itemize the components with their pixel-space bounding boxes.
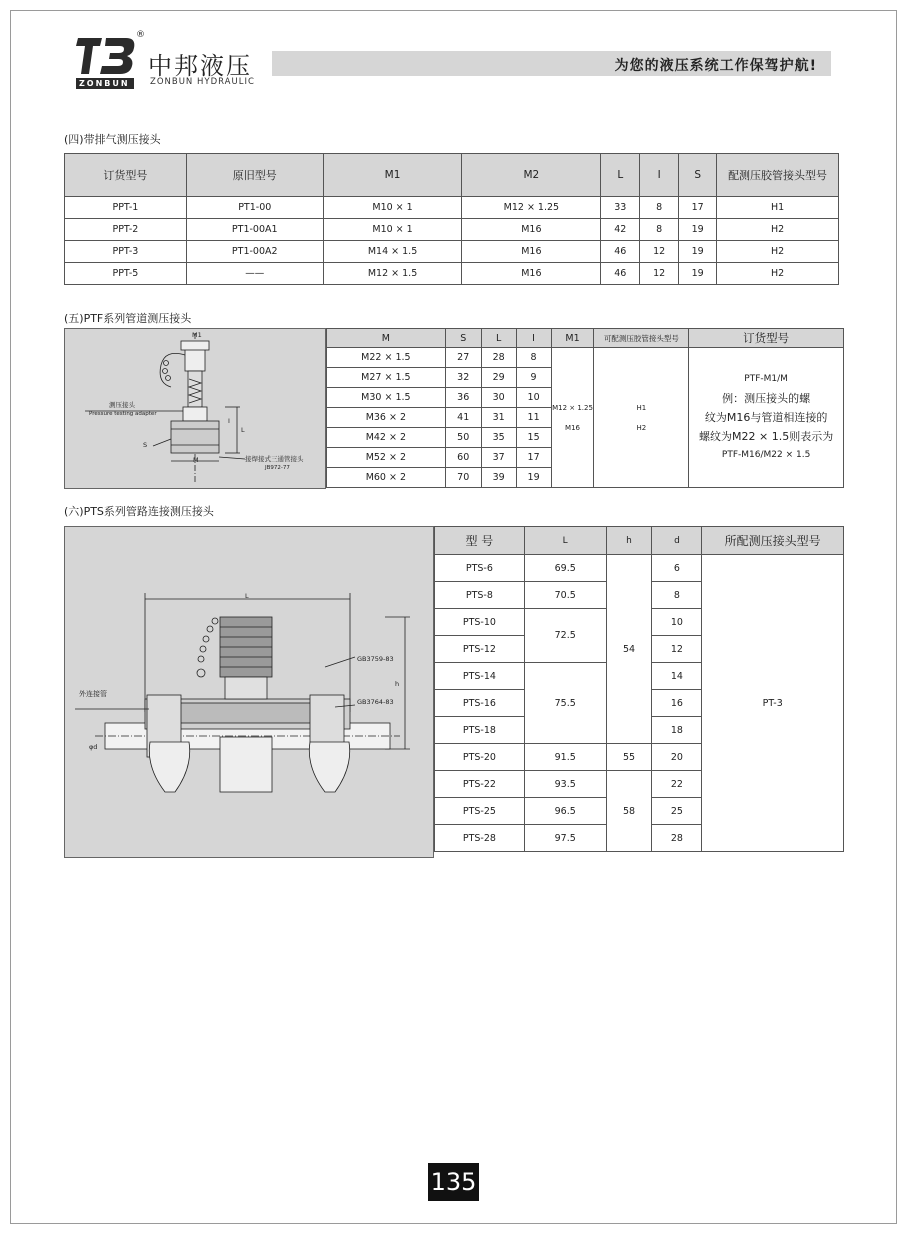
cell: M10 × 1	[323, 197, 462, 219]
cell: 42	[601, 219, 640, 241]
order-note-line: 纹为M16与管道相连接的	[704, 411, 828, 424]
cell: PTS-8	[435, 582, 525, 609]
table-row	[65, 219, 839, 241]
cell: H2	[717, 263, 839, 285]
ptf-label-i: I	[228, 417, 230, 425]
cell: 70.5	[524, 582, 606, 609]
ptf-label-m1: M1	[192, 331, 202, 339]
header-cell: 原旧型号	[186, 154, 323, 197]
cell: M30 × 1.5	[327, 388, 446, 408]
ptf-label-adapter-en: Pressure testing adapter	[89, 411, 157, 417]
table-row	[327, 348, 844, 368]
cell: 11	[516, 408, 551, 428]
cell: 9	[516, 368, 551, 388]
cell: 91.5	[524, 744, 606, 771]
cell: 12	[640, 263, 679, 285]
cell: M27 × 1.5	[327, 368, 446, 388]
cell: H2	[717, 219, 839, 241]
cell: 22	[652, 771, 702, 798]
hose-cell	[594, 348, 689, 488]
cell: PT1-00	[186, 197, 323, 219]
cell: 72.5	[524, 609, 606, 663]
cell: 75.5	[524, 663, 606, 744]
cell: 6	[652, 555, 702, 582]
cell: PPT-3	[65, 241, 187, 263]
cell: M10 × 1	[323, 219, 462, 241]
cell: PTS-28	[435, 825, 525, 852]
header-cell: 配测压胶管接头型号	[717, 154, 839, 197]
cell: PTS-18	[435, 717, 525, 744]
pts-label-l: L	[245, 592, 249, 600]
cell: 46	[601, 241, 640, 263]
header-cell: I	[516, 329, 551, 348]
section6-table	[434, 526, 844, 852]
header-cell: L	[601, 154, 640, 197]
cell: 69.5	[524, 555, 606, 582]
cell: 8	[640, 197, 679, 219]
cell: PTS-10	[435, 609, 525, 636]
cell: 19	[679, 241, 717, 263]
cell: 15	[516, 428, 551, 448]
order-note-line: PTF-M16/M22 × 1.5	[721, 450, 811, 460]
zonbun-logo	[76, 34, 138, 94]
header-cell: I	[640, 154, 679, 197]
cell: H2	[717, 241, 839, 263]
cell: 14	[652, 663, 702, 690]
header-cell: 订货型号	[689, 329, 844, 348]
m1-value: M12 × 1.25	[552, 403, 593, 412]
cell: 10	[516, 388, 551, 408]
cell: 36	[445, 388, 481, 408]
fitting-cell: PT-3	[702, 555, 844, 852]
cell: PTS-25	[435, 798, 525, 825]
ptf-label-l: L	[241, 426, 245, 434]
cell: 28	[652, 825, 702, 852]
table-header-row	[65, 154, 839, 197]
h-cell: 54	[606, 555, 652, 744]
cell: M36 × 2	[327, 408, 446, 428]
cell: 25	[652, 798, 702, 825]
header-cell: L	[524, 527, 606, 555]
cell: 46	[601, 263, 640, 285]
header-cell: 可配测压胶管接头型号	[594, 329, 689, 348]
cell: 33	[601, 197, 640, 219]
h-cell: 58	[606, 771, 652, 852]
header-cell: h	[606, 527, 652, 555]
cell: M52 × 2	[327, 448, 446, 468]
cell: 17	[679, 197, 717, 219]
cell: PPT-5	[65, 263, 187, 285]
cell: M16	[462, 219, 601, 241]
cell: 32	[445, 368, 481, 388]
cell: 70	[445, 468, 481, 488]
cell: PTS-16	[435, 690, 525, 717]
table-row	[65, 241, 839, 263]
ptf-label-s: S	[143, 441, 148, 449]
cell: PT1-00A2	[186, 241, 323, 263]
cell: 37	[481, 448, 516, 468]
ptf-label-std: JB972-77	[265, 465, 290, 471]
cell: 19	[679, 219, 717, 241]
cell: 17	[516, 448, 551, 468]
cell: 60	[445, 448, 481, 468]
logo-word: ZONBUN	[79, 79, 130, 88]
cell: PPT-1	[65, 197, 187, 219]
cell: PTS-22	[435, 771, 525, 798]
slogan-bar	[272, 51, 831, 76]
order-note-line: 螺纹为M22 × 1.5则表示为	[699, 430, 834, 443]
cell: PTS-12	[435, 636, 525, 663]
header-cell: M2	[462, 154, 601, 197]
cell: 41	[445, 408, 481, 428]
m1-value: M16	[565, 423, 580, 432]
pts-label-h: h	[395, 680, 400, 688]
order-note-line: 例：测压接头的螺	[722, 392, 811, 405]
pts-label-std1: GB3759-83	[357, 655, 394, 663]
cell: 19	[516, 468, 551, 488]
cell: M12 × 1.25	[462, 197, 601, 219]
header-cell: 订货型号	[65, 154, 187, 197]
pts-diagram	[64, 526, 434, 858]
brand-name-cn: 中邦液压	[148, 52, 252, 80]
table-row	[65, 263, 839, 285]
pts-label-pipe: 外连接管	[79, 690, 107, 698]
page-number: 135	[428, 1163, 479, 1201]
cell: H1	[717, 197, 839, 219]
cell: 31	[481, 408, 516, 428]
ptf-diagram	[64, 328, 326, 489]
header-cell: M	[327, 329, 446, 348]
header-cell: M1	[551, 329, 594, 348]
cell: M12 × 1.5	[323, 263, 462, 285]
header-cell: S	[445, 329, 481, 348]
slogan: 为您的液压系统工作保驾护航!	[614, 58, 817, 74]
cell: 12	[652, 636, 702, 663]
table-row	[435, 555, 844, 582]
registered-mark: ®	[136, 30, 145, 40]
cell: PPT-2	[65, 219, 187, 241]
cell: PTS-6	[435, 555, 525, 582]
cell: 93.5	[524, 771, 606, 798]
cell: 29	[481, 368, 516, 388]
table-header-row	[327, 329, 844, 348]
pts-drawing	[65, 527, 433, 857]
header-cell: 所配测压接头型号	[702, 527, 844, 555]
cell: 18	[652, 717, 702, 744]
hose-value: H1	[636, 403, 647, 412]
h-cell: 55	[606, 744, 652, 771]
table-row	[65, 197, 839, 219]
section6-title: (六)PTS系列管路连接测压接头	[64, 505, 214, 518]
pts-label-d: φd	[89, 743, 98, 751]
order-note-cell	[689, 348, 844, 488]
cell: 19	[679, 263, 717, 285]
cell: 12	[640, 241, 679, 263]
cell: M60 × 2	[327, 468, 446, 488]
cell: 96.5	[524, 798, 606, 825]
header-cell: S	[679, 154, 717, 197]
ptf-label-m: M	[193, 456, 199, 464]
section5-title: (五)PTF系列管道测压接头	[64, 312, 192, 325]
pts-label-std2: GB3764-83	[357, 698, 394, 706]
section4-title: (四)带排气测压接头	[64, 133, 161, 146]
cell: 27	[445, 348, 481, 368]
header-cell: L	[481, 329, 516, 348]
ptf-label-adapter-cn: 测压接头	[109, 401, 135, 409]
cell: 10	[652, 609, 702, 636]
cell: PTS-14	[435, 663, 525, 690]
table-header-row	[435, 527, 844, 555]
cell: 97.5	[524, 825, 606, 852]
cell: 20	[652, 744, 702, 771]
cell: 16	[652, 690, 702, 717]
cell: 8	[516, 348, 551, 368]
cell: M22 × 1.5	[327, 348, 446, 368]
cell: M16	[462, 263, 601, 285]
cell: 8	[652, 582, 702, 609]
header-cell: 型 号	[435, 527, 525, 555]
cell: PT1-00A1	[186, 219, 323, 241]
hose-value: H2	[636, 423, 647, 432]
cell: M42 × 2	[327, 428, 446, 448]
cell: PTS-20	[435, 744, 525, 771]
m1-cell	[551, 348, 594, 488]
section4-table	[64, 153, 839, 285]
cell: 35	[481, 428, 516, 448]
ptf-label-tee: 接焊接式三通管接头	[245, 455, 304, 463]
cell: 28	[481, 348, 516, 368]
cell: 50	[445, 428, 481, 448]
header-cell: M1	[323, 154, 462, 197]
cell: M16	[462, 241, 601, 263]
header-cell: d	[652, 527, 702, 555]
cell: 30	[481, 388, 516, 408]
section5-table	[326, 328, 844, 488]
brand-name-en: ZONBUN HYDRAULIC	[150, 77, 255, 87]
order-note-line: PTF-M1/M	[744, 374, 788, 384]
cell: ——	[186, 263, 323, 285]
cell: 39	[481, 468, 516, 488]
cell: M14 × 1.5	[323, 241, 462, 263]
cell: 8	[640, 219, 679, 241]
